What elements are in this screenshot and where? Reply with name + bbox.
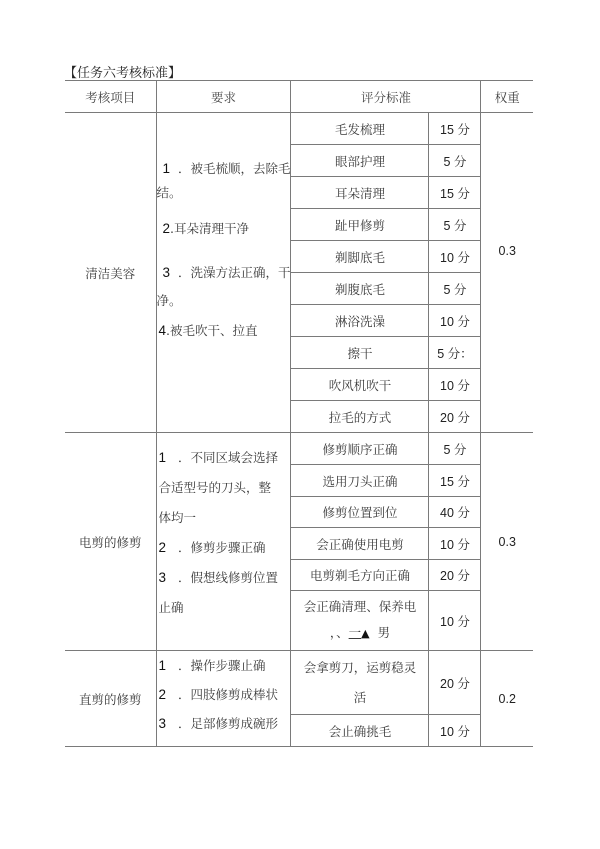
table-row xyxy=(65,651,533,715)
criteria-score: 20 分 xyxy=(429,560,481,591)
criteria-label: 吹风机吹干 xyxy=(291,369,429,401)
criteria-label: 剃脚底毛 xyxy=(291,241,429,273)
criteria-score: 10 分 xyxy=(429,369,481,401)
criteria-score: 5 分： xyxy=(429,337,481,369)
criteria-label: 淋浴洗澡 xyxy=(291,305,429,337)
criteria-score: 40 分 xyxy=(429,497,481,528)
requirement-line: 3 ．洗澡方法正确，干 xyxy=(162,265,291,280)
requirement-line: 3 ．假想线修剪位置 xyxy=(158,570,278,585)
criteria-label: 趾甲修剪 xyxy=(291,209,429,241)
criteria-score: 5 分 xyxy=(429,145,481,177)
criteria-label: 修剪顺序正确 xyxy=(291,433,429,465)
criteria-score: 10 分 xyxy=(429,591,481,651)
criteria-label: 选用刀头正确 xyxy=(291,465,429,497)
section-requirements-cleaning xyxy=(156,113,291,433)
criteria-label: 毛发梳理 xyxy=(291,113,429,145)
requirement-line: 结。 xyxy=(156,185,182,200)
criteria-label: 拉毛的方式 xyxy=(291,401,429,433)
requirement-line: 1 ．操作步骤止确 xyxy=(158,658,266,673)
criteria-score: 10 分 xyxy=(429,305,481,337)
header-criteria: 评分标准 xyxy=(291,81,481,113)
criteria-label: 会正确清理、保养电 ，、一▲ 男 xyxy=(291,591,429,651)
criteria-label: 会正确使用电剪 xyxy=(291,528,429,560)
criteria-label: 剃腹底毛 xyxy=(291,273,429,305)
section-requirements-scissors xyxy=(156,651,291,747)
requirement-line: 净。 xyxy=(156,293,182,308)
requirement-line: 1 ．被毛梳顺，去除毛 xyxy=(162,161,291,176)
criteria-score: 15 分 xyxy=(429,177,481,209)
requirement-line: 止确 xyxy=(158,600,184,615)
criteria-score: 10 分 xyxy=(429,715,481,747)
section-item-clipper: 电剪的修剪 xyxy=(65,433,156,651)
criteria-score: 10 分 xyxy=(429,241,481,273)
section-weight-cleaning: 0.3 xyxy=(481,113,533,433)
requirement-line: 2.耳朵清理干净 xyxy=(162,221,249,236)
section-item-scissors: 直剪的修剪 xyxy=(65,651,156,747)
section-requirements-clipper xyxy=(156,433,291,651)
requirement-line: 3 ．足部修剪成碗形 xyxy=(158,716,278,731)
criteria-score: 15 分 xyxy=(429,465,481,497)
page-title: 【任务六考核标准】 xyxy=(64,66,182,81)
header-requirement: 要求 xyxy=(156,81,291,113)
requirement-line: 1 ．不同区域会选择 xyxy=(158,450,278,465)
criteria-label: 会拿剪刀，运剪稳灵 活 xyxy=(291,651,429,715)
criteria-score: 20 分 xyxy=(429,651,481,715)
criteria-score: 5 分 xyxy=(429,273,481,305)
requirement-line: 体均一 xyxy=(158,510,197,525)
header-item: 考核项目 xyxy=(65,81,156,113)
criteria-score: 5 分 xyxy=(429,433,481,465)
section-item-cleaning: 清洁美容 xyxy=(65,113,156,433)
criteria-score: 20 分 xyxy=(429,401,481,433)
section-weight-clipper: 0.3 xyxy=(481,433,533,651)
header-row xyxy=(65,81,533,113)
assessment-table xyxy=(65,80,533,747)
requirement-line: 合适型号的刀头，整 xyxy=(158,480,272,495)
criteria-label: 耳朵清理 xyxy=(291,177,429,209)
section-weight-scissors: 0.2 xyxy=(481,651,533,747)
requirement-line: 4.被毛吹干、拉直 xyxy=(158,323,258,338)
criteria-score: 15 分 xyxy=(429,113,481,145)
requirement-line: 2 ．修剪步骤正确 xyxy=(158,540,266,555)
criteria-score: 10 分 xyxy=(429,528,481,560)
criteria-score: 5 分 xyxy=(429,209,481,241)
criteria-label: 眼部护理 xyxy=(291,145,429,177)
criteria-label: 电剪剃毛方向正确 xyxy=(291,560,429,591)
criteria-label: 会止确挑毛 xyxy=(291,715,429,747)
table-row xyxy=(65,433,533,465)
requirement-line: 2 ．四肢修剪成棒状 xyxy=(158,687,278,702)
criteria-label: 修剪位置到位 xyxy=(291,497,429,528)
criteria-label: 擦干 xyxy=(291,337,429,369)
triangle-icon: ▲ xyxy=(361,627,370,640)
header-weight: 权重 xyxy=(481,81,533,113)
table-row xyxy=(65,113,533,145)
